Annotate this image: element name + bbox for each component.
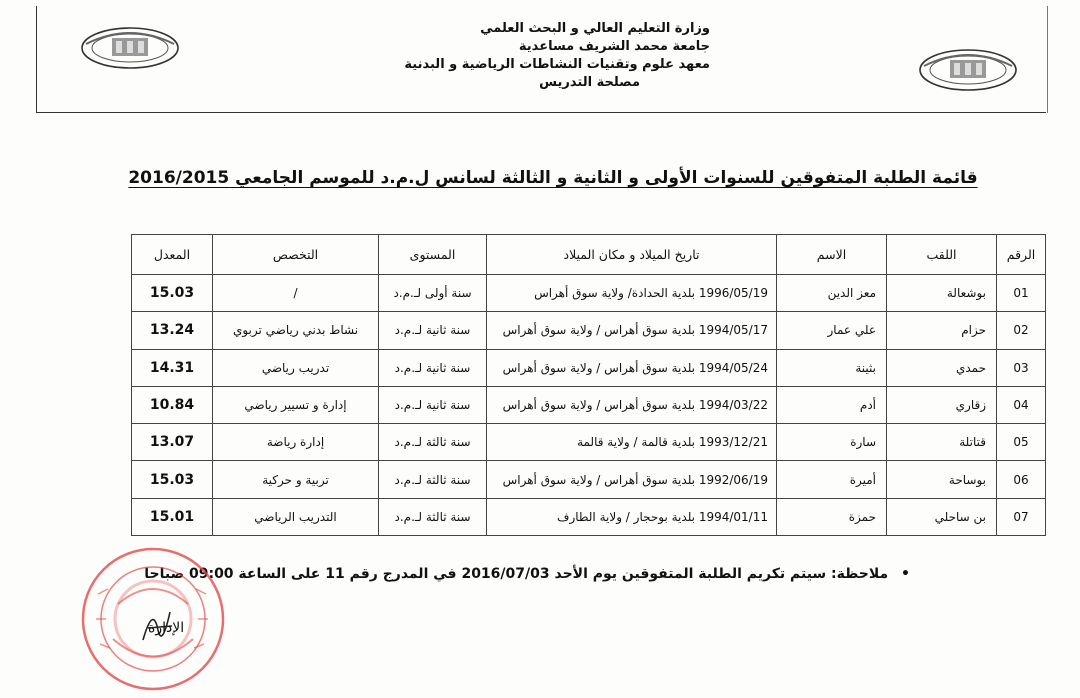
admin-label: الإدارة (148, 620, 185, 636)
cell-level: سنة ثالثة لـ.م.د (379, 424, 487, 461)
cell-surname: حزام (887, 312, 997, 349)
department-name: مصلحة التدريس (539, 75, 640, 90)
cell-birth: 1994/05/24 بلدية سوق أهراس / ولاية سوق أهراس (487, 349, 777, 386)
cell-birth: 1996/05/19 بلدية الحدادة/ ولاية سوق أهراس (487, 275, 777, 312)
cell-level: سنة ثانية لـ.م.د (379, 312, 487, 349)
cell-number: 01 (997, 275, 1046, 312)
cell-level: سنة أولى لـ.م.د (379, 275, 487, 312)
header-surname: اللقب (887, 235, 997, 275)
document-title: قائمة الطلبة المتفوقين للسنوات الأولى و الثانية و الثالثة لسانس ل.م.د للموسم الجامعي 2016/2015 (128, 168, 978, 188)
header-birth: تاريخ الميلاد و مكان الميلاد (487, 235, 777, 275)
cell-surname: قتاتلة (887, 424, 997, 461)
note (144, 566, 910, 582)
table-row (132, 461, 1046, 498)
cell-birth: 1994/03/22 بلدية سوق أهراس / ولاية سوق أهراس (487, 386, 777, 423)
note-text: ملاحظة: سيتم تكريم الطلبة المتفوقين يوم الأحد 2016/07/03 في المدرج رقم 11 على الساعة 09:00 صباحا (144, 566, 889, 582)
cell-birth: 1994/05/17 بلدية سوق أهراس / ولاية سوق أهراس (487, 312, 777, 349)
cell-number: 02 (997, 312, 1046, 349)
cell-specialty: تربية و حركية (213, 461, 379, 498)
cell-number: 05 (997, 424, 1046, 461)
cell-specialty: / (213, 275, 379, 312)
header-grade: المعدل (132, 235, 213, 275)
table-row (132, 498, 1046, 535)
cell-grade: 15.03 (132, 275, 213, 312)
cell-birth: 1993/12/21 بلدية قالمة / ولاية قالمة (487, 424, 777, 461)
header-level: المستوى (379, 235, 487, 275)
cell-name: علي عمار (777, 312, 887, 349)
note-bullet: • (901, 566, 910, 582)
cell-number: 06 (997, 461, 1046, 498)
cell-name: حمزة (777, 498, 887, 535)
header-text (380, 20, 710, 92)
cell-birth: 1994/01/11 بلدية بوحجار / ولاية الطارف (487, 498, 777, 535)
cell-level: سنة ثانية لـ.م.د (379, 349, 487, 386)
institute-name: معهد علوم وتقنيات النشاطات الرياضية و البدنية (404, 57, 710, 72)
cell-surname: بن ساحلي (887, 498, 997, 535)
cell-grade: 13.24 (132, 312, 213, 349)
table-row (132, 386, 1046, 423)
cell-birth: 1992/06/19 بلدية سوق أهراس / ولاية سوق أهراس (487, 461, 777, 498)
cell-name: أدم (777, 386, 887, 423)
cell-name: أميرة (777, 461, 887, 498)
table-row (132, 424, 1046, 461)
cell-specialty: تدريب رياضي (213, 349, 379, 386)
cell-number: 04 (997, 386, 1046, 423)
header-divider (1047, 6, 1048, 113)
cell-grade: 15.01 (132, 498, 213, 535)
cell-grade: 14.31 (132, 349, 213, 386)
students-table (131, 234, 1046, 536)
cell-level: سنة ثالثة لـ.م.د (379, 461, 487, 498)
header-specialty: التخصص (213, 235, 379, 275)
cell-specialty: إدارة و تسيير رياضي (213, 386, 379, 423)
university-logo-icon (80, 26, 180, 70)
university-name: جامعة محمد الشريف مساعدية (518, 39, 710, 54)
cell-name: سارة (777, 424, 887, 461)
table-row (132, 275, 1046, 312)
cell-level: سنة ثالثة لـ.م.د (379, 498, 487, 535)
cell-level: سنة ثانية لـ.م.د (379, 386, 487, 423)
header-name: الاسم (777, 235, 887, 275)
cell-surname: بوشعالة (887, 275, 997, 312)
cell-specialty: نشاط بدني رياضي تربوي (213, 312, 379, 349)
table-row (132, 349, 1046, 386)
university-logo-icon (918, 48, 1018, 92)
cell-grade: 13.07 (132, 424, 213, 461)
cell-surname: حمدي (887, 349, 997, 386)
table-row (132, 312, 1046, 349)
cell-specialty: إدارة رياضة (213, 424, 379, 461)
cell-surname: بوساحة (887, 461, 997, 498)
cell-number: 07 (997, 498, 1046, 535)
cell-name: بثينة (777, 349, 887, 386)
table-header-row (132, 235, 1046, 275)
cell-grade: 15.03 (132, 461, 213, 498)
cell-name: معز الدين (777, 275, 887, 312)
cell-number: 03 (997, 349, 1046, 386)
cell-specialty: التدريب الرياضي (213, 498, 379, 535)
header-number: الرقم (997, 235, 1046, 275)
ministry-name: وزارة التعليم العالي و البحث العلمي (480, 21, 710, 36)
cell-surname: زقاري (887, 386, 997, 423)
cell-grade: 10.84 (132, 386, 213, 423)
